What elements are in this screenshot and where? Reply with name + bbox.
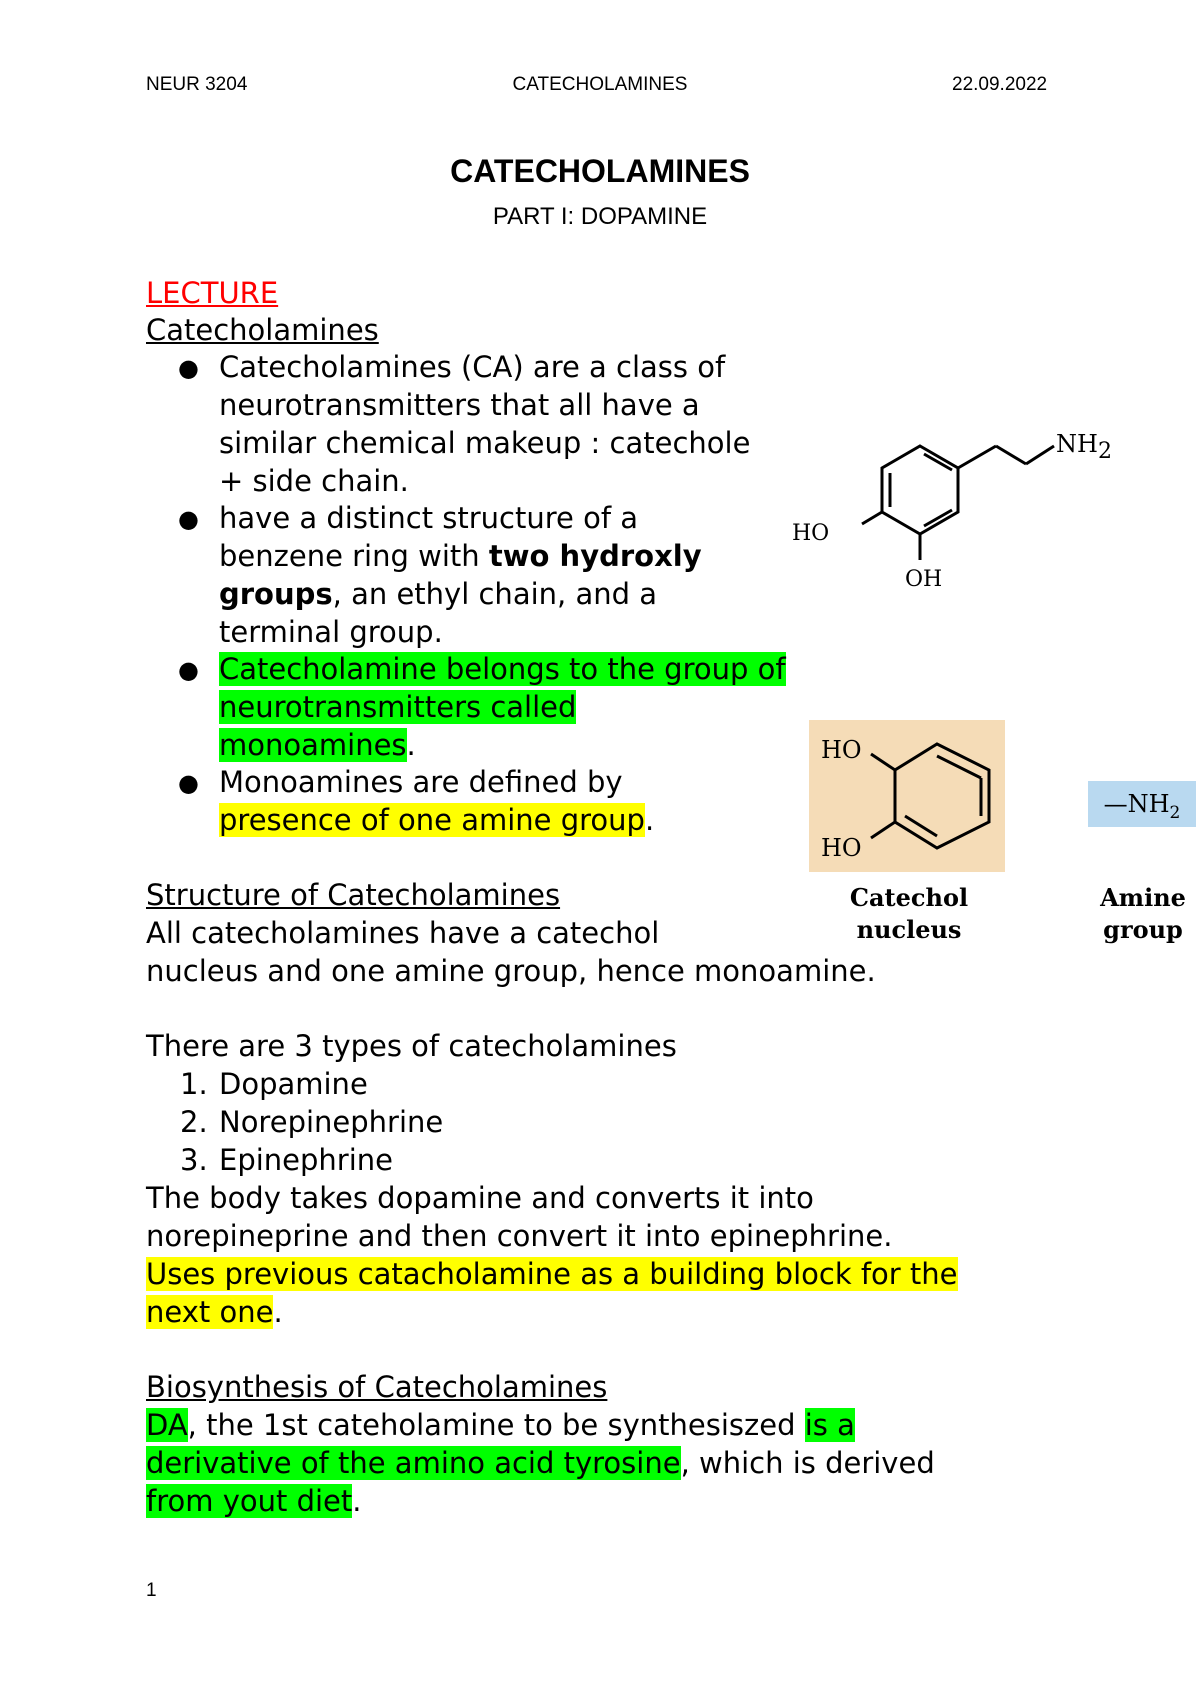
- section-heading-biosynthesis: Biosynthesis of Catecholamines: [146, 1370, 608, 1404]
- document-title: CATECHOLAMINES: [450, 153, 750, 189]
- bullet-3-line: [219, 650, 786, 688]
- amine-group-label: Amine group: [1100, 883, 1186, 944]
- bullet-marker: ●: [178, 354, 199, 382]
- ho-bottom-label: HO: [821, 834, 862, 862]
- bullet-1-line: + side chain.: [219, 464, 409, 498]
- bullet-1-line: Catecholamines (CA) are a class of: [219, 350, 726, 384]
- paragraph-line: All catecholamines have a catechol: [146, 916, 660, 950]
- bullet-3-line: monoamines.: [219, 728, 416, 762]
- document-subtitle: PART I: DOPAMINE: [492, 203, 708, 230]
- paragraph-line: derivative of the amino acid tyrosine, which is derived: [146, 1446, 935, 1480]
- list-number: 3.: [180, 1143, 208, 1177]
- bullet-2-line: have a distinct structure of a: [219, 501, 639, 535]
- header-topic: CATECHOLAMINES: [512, 74, 688, 95]
- bullet-marker: ●: [178, 656, 199, 684]
- catechol-nucleus-label: Catechol nucleus: [849, 883, 969, 944]
- ho-top-label: HO: [821, 736, 862, 764]
- nh2-label: NH2: [1056, 430, 1112, 464]
- page-number: 1: [146, 1580, 157, 1601]
- green-highlight: neurotransmitters called: [219, 690, 577, 724]
- bullet-marker: ●: [178, 769, 199, 797]
- bullet-1-line: similar chemical makeup : catechole: [219, 426, 751, 460]
- paragraph-line: [146, 1255, 958, 1293]
- catechol-nucleus-figure: [809, 720, 1005, 872]
- bullet-2-line: benzene ring with two hydroxly: [219, 539, 702, 573]
- oh-label: OH: [905, 567, 943, 592]
- bullet-marker: ●: [178, 505, 199, 533]
- ho-label: HO: [792, 521, 830, 546]
- bullet-2-line: groups, an ethyl chain, and a: [219, 577, 658, 611]
- bullet-3-line: [219, 688, 576, 726]
- list-number: 1.: [180, 1067, 208, 1101]
- list-item: Dopamine: [219, 1067, 368, 1101]
- bullet-4-line: Monoamines are defined by: [219, 765, 623, 799]
- lecture-label: LECTURE: [146, 276, 279, 310]
- green-highlight: derivative of the amino acid tyrosine: [146, 1446, 681, 1480]
- paragraph-line: There are 3 types of catecholamines: [146, 1029, 677, 1063]
- yellow-highlight: next one: [146, 1295, 274, 1329]
- header-course-code: NEUR 3204: [146, 74, 248, 95]
- paragraph-line: from yout diet.: [146, 1484, 362, 1518]
- section-heading-catecholamines: Catecholamines: [146, 313, 379, 347]
- green-highlight: from yout diet: [146, 1484, 353, 1518]
- green-highlight: monoamines: [219, 728, 407, 762]
- green-highlight: Catecholamine belongs to the group of: [219, 652, 786, 686]
- header-date: 22.09.2022: [952, 74, 1048, 95]
- paragraph-line: DA, the 1st cateholamine to be synthesiszed is a: [146, 1408, 855, 1442]
- bullet-4-line: presence of one amine group.: [219, 803, 655, 837]
- green-highlight: is a: [804, 1408, 855, 1442]
- list-number: 2.: [180, 1105, 208, 1139]
- bullet-2-line: terminal group.: [219, 615, 443, 649]
- bullet-1-line: neurotransmitters that all have a: [219, 388, 700, 422]
- paragraph-line: nucleus and one amine group, hence monoamine.: [146, 954, 876, 988]
- list-item: Norepinephrine: [219, 1105, 444, 1139]
- dopamine-structure-figure: [792, 400, 1180, 600]
- green-highlight: DA: [146, 1408, 188, 1442]
- paragraph-line: norepineprine and then convert it into epinephrine.: [146, 1219, 893, 1253]
- section-heading-structure: Structure of Catecholamines: [146, 878, 561, 912]
- list-item: Epinephrine: [219, 1143, 393, 1177]
- paragraph-line: The body takes dopamine and converts it into: [146, 1181, 814, 1215]
- bold-term: two hydroxly: [488, 539, 702, 573]
- amine-group-box: $—NH_2$: [1088, 781, 1196, 827]
- yellow-highlight: presence of one amine group: [219, 803, 645, 837]
- bold-term: groups: [219, 577, 333, 611]
- paragraph-line: next one.: [146, 1295, 283, 1329]
- yellow-highlight: Uses previous catacholamine as a building block for the: [146, 1257, 958, 1291]
